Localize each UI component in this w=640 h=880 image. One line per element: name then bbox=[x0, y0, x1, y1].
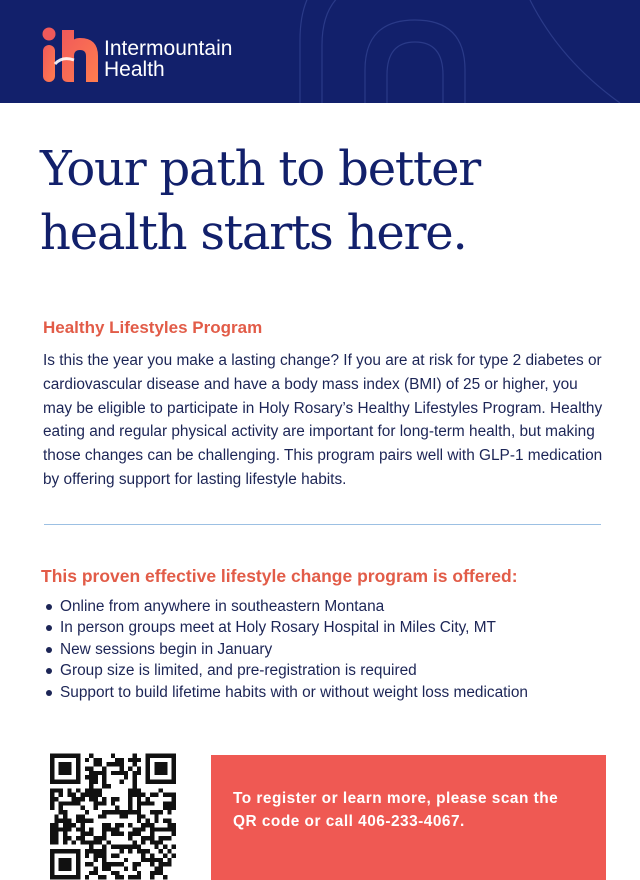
brand-line-1: Intermountain bbox=[104, 37, 233, 60]
bullet-icon bbox=[46, 668, 52, 674]
bullet-icon bbox=[46, 647, 52, 653]
bullet-icon bbox=[46, 625, 52, 631]
program-title: Healthy Lifestyles Program bbox=[43, 318, 263, 337]
brand-line-2: Health bbox=[104, 58, 165, 81]
qr-code-icon[interactable] bbox=[50, 753, 176, 880]
offered-title: This proven effective lifestyle change program is offered: bbox=[41, 566, 518, 586]
list-item-text: Support to build lifetime habits with or without weight loss medication bbox=[60, 683, 528, 701]
brand-name bbox=[104, 38, 232, 80]
register-callout bbox=[211, 755, 606, 880]
list-item-text: Group size is limited, and pre-registration is required bbox=[60, 662, 417, 680]
program-description: Is this the year you make a lasting change? If you are at risk for type 2 diabetes or cardiovascular disease and have a body mass index (BMI) of 25 or higher, you may be eligible to participate in Holy Rosary’s Healthy Lifestyles Program. Healthy eating and regular physical activity are important for long-term health, but making those changes can be challenging. This program pairs well with GLP-1 medication by offering support for lasting lifestyle habits. bbox=[43, 352, 603, 488]
intermountain-ih-logo-icon bbox=[40, 26, 102, 84]
section-divider bbox=[44, 524, 601, 525]
page-headline bbox=[40, 137, 620, 265]
list-item-text: Online from anywhere in southeastern Montana bbox=[60, 598, 385, 615]
list-item bbox=[43, 596, 528, 617]
headline-line-2: health starts here. bbox=[40, 205, 467, 261]
list-item-text: In person groups meet at Holy Rosary Hospital in Miles City, MT bbox=[60, 619, 496, 637]
list-item bbox=[43, 617, 528, 638]
offered-list bbox=[43, 596, 528, 703]
list-item bbox=[43, 682, 528, 703]
list-item bbox=[43, 660, 528, 681]
list-item bbox=[43, 639, 528, 660]
bullet-icon bbox=[46, 604, 52, 610]
bullet-icon bbox=[46, 690, 52, 696]
header-banner bbox=[0, 0, 640, 103]
headline-line-1: Your path to better bbox=[40, 141, 481, 197]
list-item-text: New sessions begin in January bbox=[60, 640, 273, 658]
register-callout-text: To register or learn more, please scan the QR code or call 406-233-4067. bbox=[233, 790, 559, 830]
